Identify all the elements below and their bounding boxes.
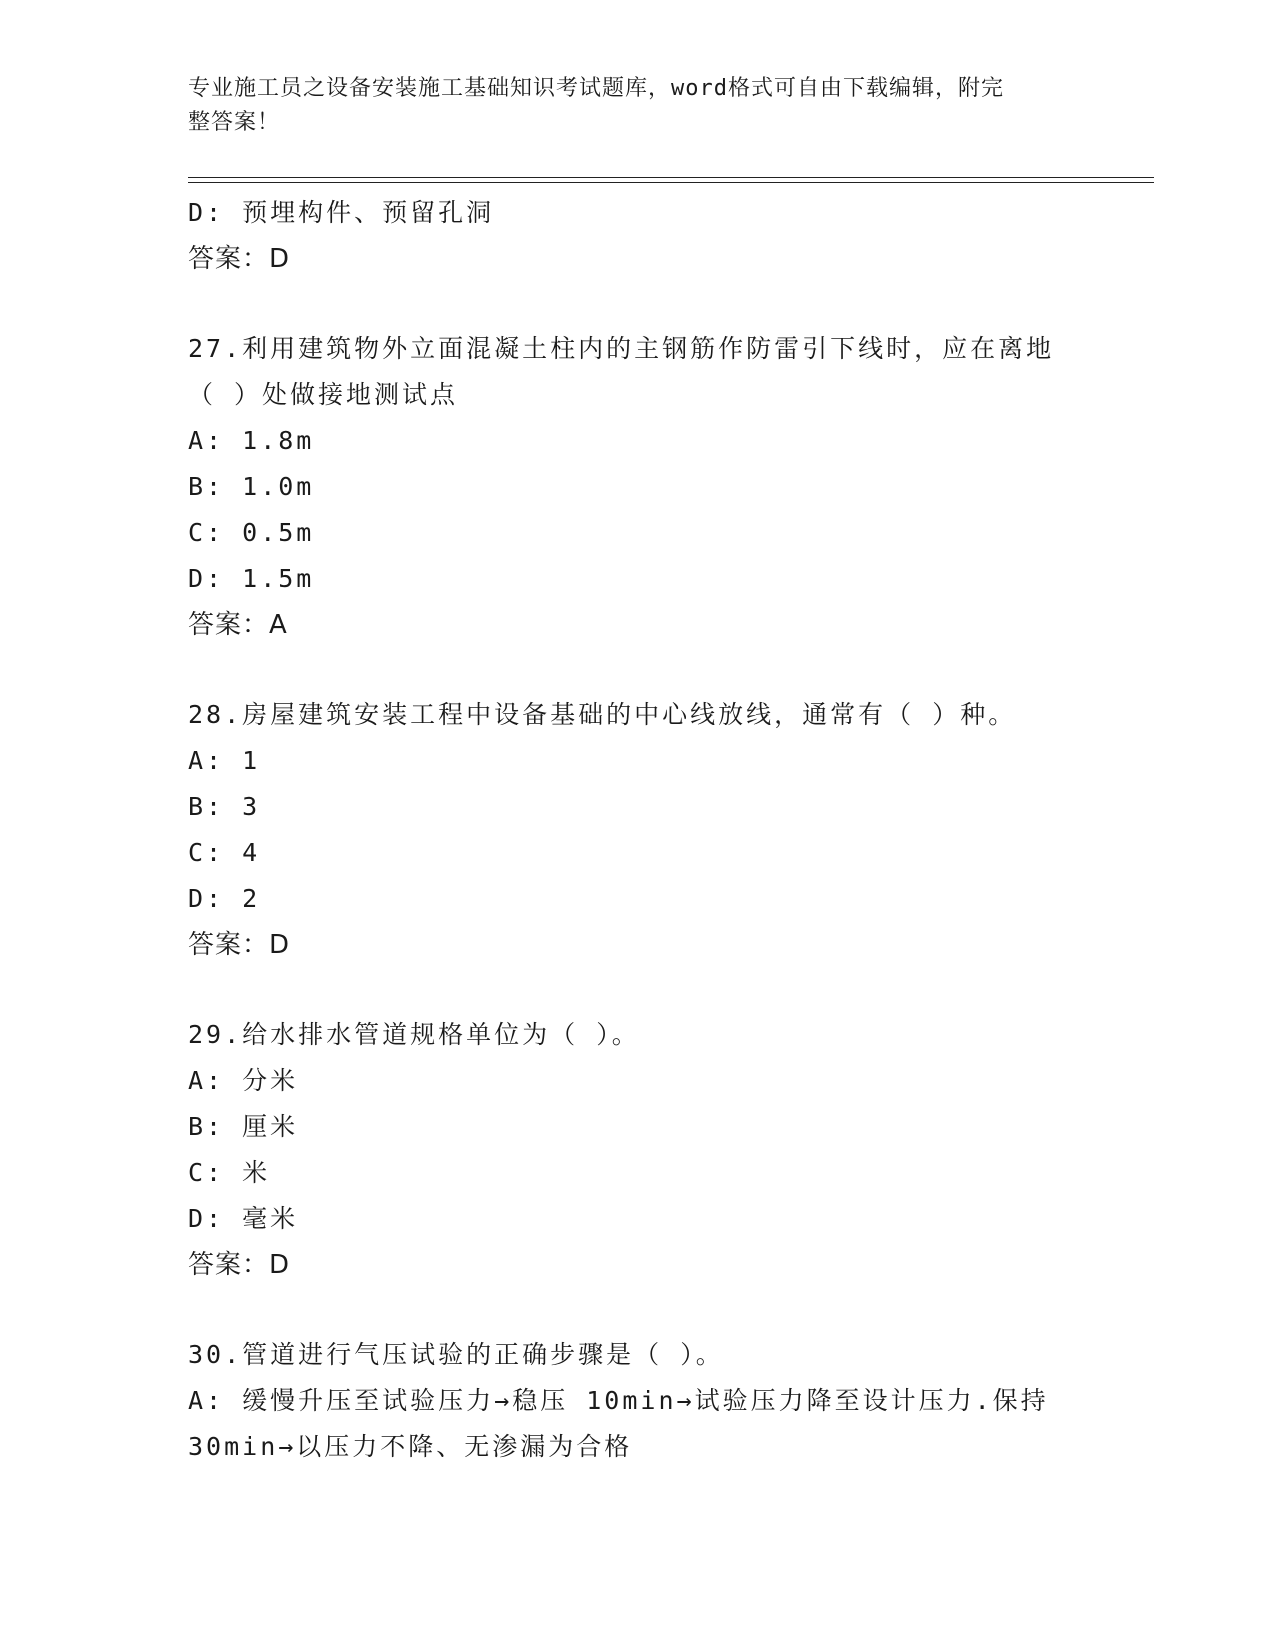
spacer [188,282,1088,326]
question-stem-line-1: 27.利用建筑物外立面混凝土柱内的主钢筋作防雷引下线时，应在离地 [188,334,1055,363]
option-c: C: 0.5m [188,518,315,547]
question-list [188,190,1088,1470]
answer-line: 答案：A [188,610,288,640]
answer-line: 答案：D [188,930,291,960]
header-title-line-1: 专业施工员之设备安装施工基础知识考试题库，word格式可自由下载编辑，附完 [188,76,1004,101]
option-d: D: 1.5m [188,564,315,593]
header-divider-top [188,177,1154,178]
option-d: D: 2 [188,884,261,913]
option-b: B: 3 [188,792,261,821]
question-29 [188,1012,1088,1288]
option-a-line-1: A: 缓慢升压至试验压力→稳压 10min→试验压力降至设计压力.保持 [188,1386,1049,1415]
spacer [188,648,1088,692]
question-27 [188,326,1088,648]
header-title-line-2: 整答案！ [188,110,281,135]
question-30 [188,1332,1088,1470]
option-b: B: 1.0m [188,472,315,501]
question-stem-line-2: （ ）处做接地测试点 [188,380,459,409]
question-stem: 28.房屋建筑安装工程中设备基础的中心线放线，通常有（ ）种。 [188,700,1017,729]
option-d: D: 预埋构件、预留孔洞 [188,198,495,227]
spacer [188,1288,1088,1332]
option-a: A: 1 [188,746,261,775]
question-stem: 30.管道进行气压试验的正确步骤是（ ）。 [188,1340,724,1369]
question-28 [188,692,1088,968]
option-a-line-2: 30min→以压力不降、无渗漏为合格 [188,1432,633,1461]
option-c: C: 米 [188,1158,271,1187]
option-c: C: 4 [188,838,261,867]
option-b: B: 厘米 [188,1112,299,1141]
option-d: D: 毫米 [188,1204,299,1233]
option-a: A: 1.8m [188,426,315,455]
header-divider-bottom [188,182,1154,183]
option-a: A: 分米 [188,1066,299,1095]
question-stem: 29.给水排水管道规格单位为（ ）。 [188,1020,640,1049]
answer-line: 答案：D [188,244,291,274]
answer-line: 答案：D [188,1250,291,1280]
spacer [188,968,1088,1012]
question-26-tail [188,190,1088,282]
document-header [188,72,1068,140]
